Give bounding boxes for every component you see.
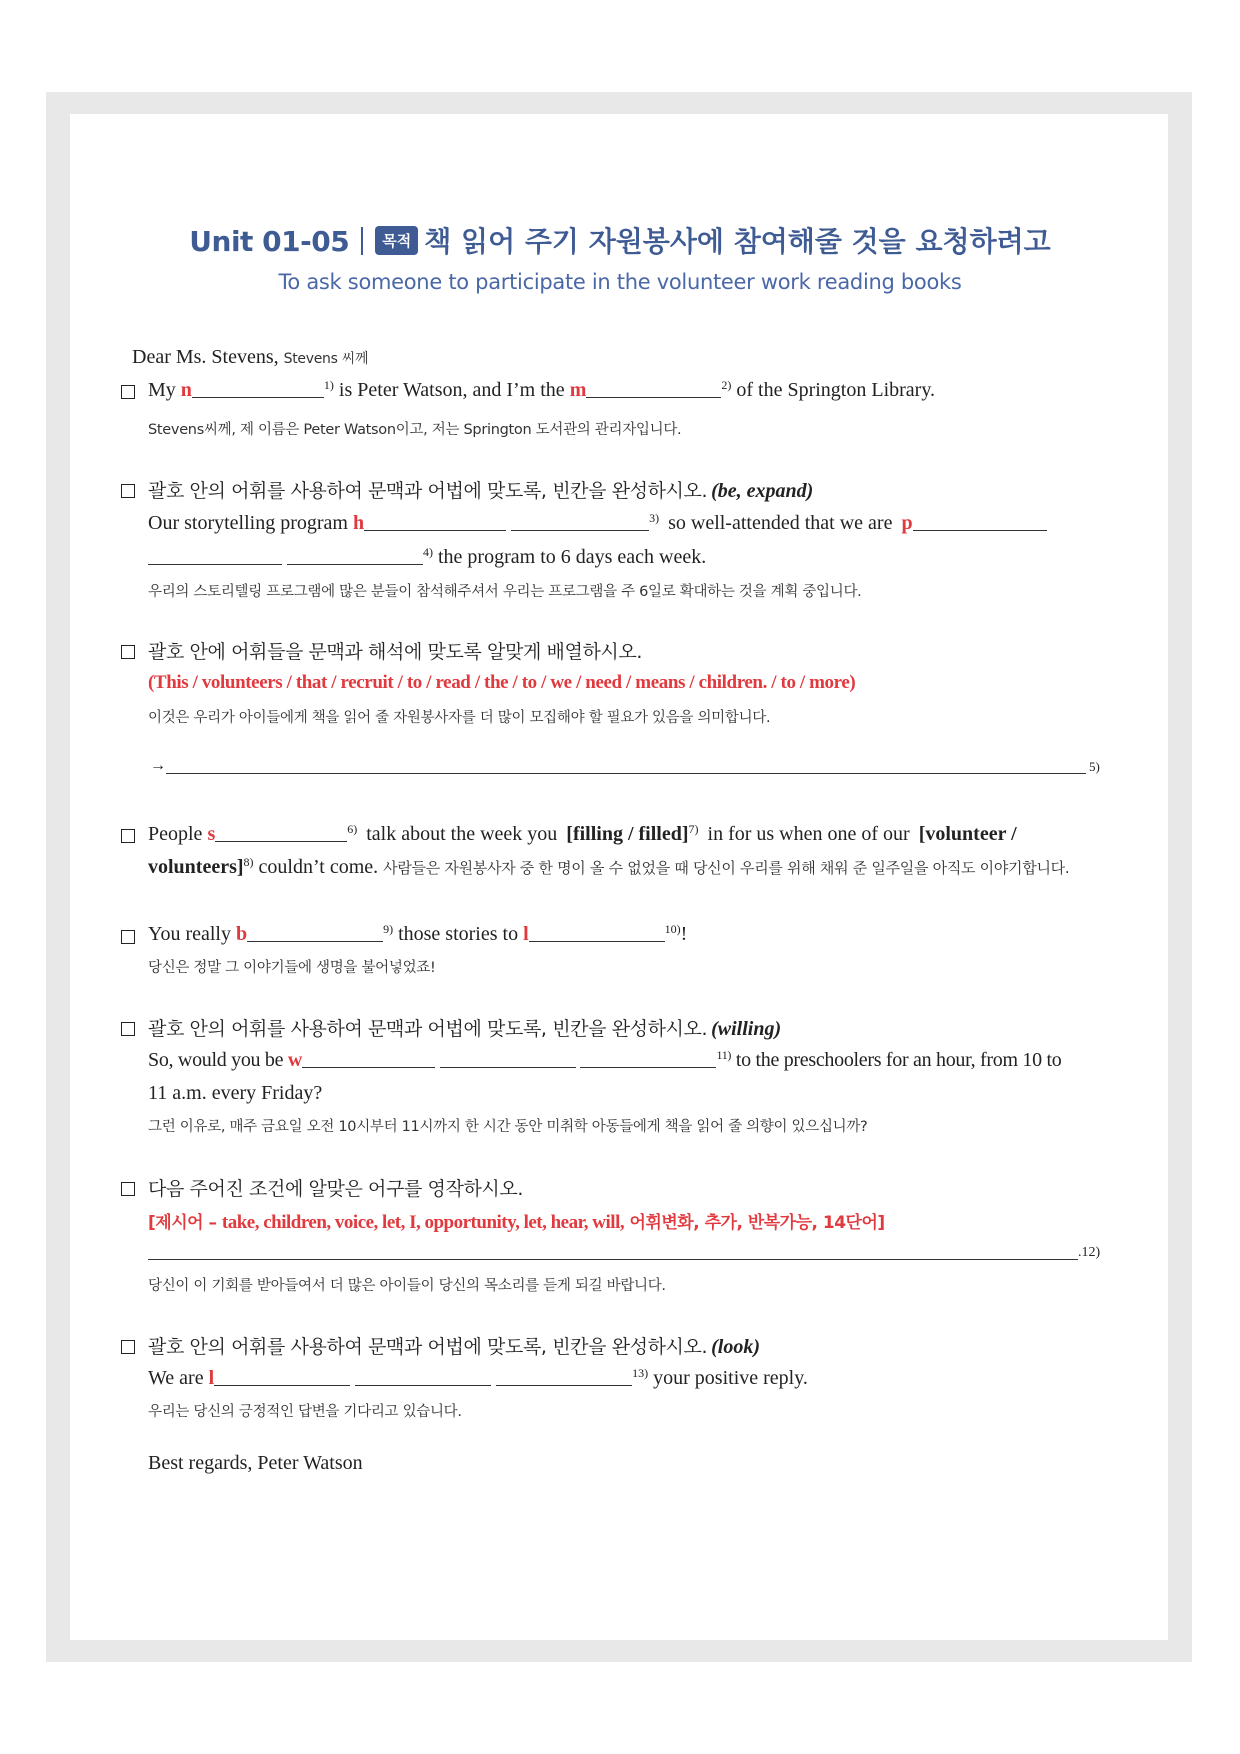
- blank-number-1: 1): [323, 378, 334, 392]
- q7-instruction: 다음 주어진 조건에 알맞은 어구를 영작하시오.: [148, 1178, 523, 1200]
- checkbox-q3[interactable]: [121, 645, 135, 659]
- greeting-korean: Stevens 씨께: [283, 351, 369, 367]
- blank-3a[interactable]: [364, 513, 506, 531]
- q2-line-1: [148, 511, 1047, 535]
- q8-text: your positive reply.: [653, 1367, 808, 1389]
- blank-number-11: 11): [716, 1048, 732, 1062]
- title-korean: 책 읽어 주기 자원봉사에 참여해줄 것을 요청하려고: [424, 225, 1051, 258]
- checkbox-q6[interactable]: [121, 1022, 135, 1036]
- word-hint: (willing): [711, 1018, 782, 1040]
- blank-1[interactable]: [192, 380, 324, 398]
- blank-13b[interactable]: [355, 1368, 491, 1386]
- choice-8[interactable]: [volunteer /: [918, 823, 1017, 845]
- closing: Best regards, Peter Watson: [148, 1452, 363, 1474]
- q8-translation: 우리는 당신의 긍정적인 답변을 기다리고 있습니다.: [148, 1404, 462, 1420]
- blank-2[interactable]: [586, 380, 721, 398]
- blank-9[interactable]: [247, 924, 383, 942]
- q6-line-2: 11 a.m. every Friday?: [148, 1082, 323, 1104]
- blank-3b[interactable]: [511, 513, 649, 531]
- q4-text: People: [148, 823, 203, 845]
- q4-text: couldn’t come.: [258, 856, 379, 878]
- instruction-text: 괄호 안의 어휘를 사용하여 문맥과 어법에 맞도록, 빈칸을 완성하시오.: [148, 1336, 708, 1358]
- unit-label: Unit 01-05: [189, 225, 350, 258]
- q2-hint-letter: p: [901, 512, 913, 534]
- blank-4b[interactable]: [148, 547, 282, 565]
- q2-line-2: [148, 545, 706, 569]
- blank-11b[interactable]: [440, 1050, 576, 1068]
- q1-text: of the Springton Library.: [736, 379, 936, 401]
- blank-number-7: 7): [688, 822, 699, 836]
- checkbox-q1[interactable]: [121, 385, 135, 399]
- q8-hint-letter: l: [208, 1367, 215, 1389]
- purpose-badge: 목적: [375, 226, 418, 255]
- q2-text: the program to 6 days each week.: [438, 546, 707, 568]
- q5-hint-letter: l: [523, 923, 529, 945]
- answer-line-5[interactable]: [166, 773, 1086, 774]
- q4-hint-letter: s: [207, 823, 216, 845]
- q1-translation: Stevens씨께, 제 이름은 Peter Watson이고, 저는 Springton 도서관의 관리자입니다.: [148, 422, 682, 438]
- q8-instruction: [148, 1332, 760, 1359]
- greeting-english: Dear Ms. Stevens,: [132, 346, 279, 368]
- choice-8[interactable]: volunteers]: [148, 856, 244, 878]
- page-subtitle: To ask someone to participate in the volunteer work reading books: [278, 270, 962, 294]
- q2-text: Our storytelling program: [148, 512, 348, 534]
- q5-text: You really: [148, 923, 231, 945]
- question-1: [148, 378, 935, 402]
- q4-text: in for us when one of our: [707, 823, 910, 845]
- checkbox-q5[interactable]: [121, 930, 135, 944]
- q4-translation: 사람들은 자원봉사자 중 한 명이 올 수 없었을 때 당신이 우리를 위해 채워 준 일주일을 아직도 이야기합니다.: [383, 859, 1070, 877]
- q6-text: So, would you be: [148, 1049, 284, 1071]
- q6-line-1: [148, 1048, 1061, 1072]
- checkbox-q2[interactable]: [121, 484, 135, 498]
- blank-13c[interactable]: [496, 1368, 632, 1386]
- blank-number-2: 2): [721, 378, 732, 392]
- word-hint: (look): [711, 1336, 760, 1358]
- q2-text: so well-attended that we are: [668, 512, 893, 534]
- condition-label: [제시어 –: [148, 1213, 222, 1233]
- q8-text: We are: [148, 1367, 204, 1389]
- blank-13a[interactable]: [214, 1368, 350, 1386]
- blank-number-4: 4): [423, 545, 433, 559]
- q3-instruction: 괄호 안에 어휘들을 문맥과 해석에 맞도록 알맞게 배열하시오.: [148, 641, 642, 663]
- q4-line-2: [148, 855, 1069, 879]
- instruction-text: 괄호 안의 어휘를 사용하여 문맥과 어법에 맞도록, 빈칸을 완성하시오.: [148, 480, 708, 502]
- answer-line-12[interactable]: [148, 1259, 1078, 1260]
- q6-hint-letter: w: [287, 1049, 303, 1071]
- checkbox-q8[interactable]: [121, 1340, 135, 1354]
- blank-4c[interactable]: [287, 547, 423, 565]
- word-hint: (be, expand): [711, 480, 814, 502]
- blank-number-3: 3): [649, 511, 660, 525]
- q4-line-1: [148, 822, 1017, 846]
- blank-4a[interactable]: [913, 513, 1047, 531]
- q5-translation: 당신은 정말 그 이야기들에 생명을 불어넣었죠!: [148, 960, 436, 976]
- q5-text: !: [680, 923, 688, 945]
- q3-translation: 이것은 우리가 아이들에게 책을 읽어 줄 자원봉사자를 더 많이 모집해야 할 필요가 있음을 의미합니다.: [148, 710, 771, 726]
- blank-number-6: 6): [347, 822, 358, 836]
- blank-10[interactable]: [529, 924, 665, 942]
- q1-hint-letter: m: [569, 379, 587, 401]
- blank-number-13: 13): [632, 1366, 649, 1380]
- q2-translation: 우리의 스토리텔링 프로그램에 많은 분들이 참석해주셔서 우리는 프로그램을 주 6일로 확대하는 것을 계획 중입니다.: [148, 584, 862, 600]
- greeting: [132, 346, 368, 369]
- q7-translation: 당신이 이 기회를 받아들여서 더 많은 아이들이 당신의 목소리를 듣게 되길 바랍니다.: [148, 1278, 666, 1294]
- blank-number-5: 5): [1089, 759, 1100, 774]
- q3-scramble-words: (This / volunteers / that / recruit / to / read / the / to / we / need / means / children. / to / more): [148, 672, 856, 693]
- q1-hint-letter: n: [180, 379, 192, 401]
- blank-number-9: 9): [383, 922, 394, 936]
- arrow-icon: →: [150, 757, 166, 774]
- q2-instruction: [148, 476, 813, 503]
- blank-11a[interactable]: [302, 1050, 435, 1068]
- condition-rules: 어휘변화, 추가, 반복가능, 14단어]: [624, 1213, 885, 1233]
- checkbox-q7[interactable]: [121, 1182, 135, 1196]
- q6-translation: 그런 이유로, 매주 금요일 오전 10시부터 11시까지 한 시간 동안 미취학 아동들에게 책을 읽어 줄 의향이 있으십니까?: [148, 1119, 868, 1135]
- question-8: [148, 1366, 808, 1390]
- title-divider: [361, 227, 363, 255]
- q1-text: My: [148, 379, 176, 401]
- instruction-text: 괄호 안의 어휘를 사용하여 문맥과 어법에 맞도록, 빈칸을 완성하시오.: [148, 1018, 708, 1040]
- q5-hint-letter: b: [235, 923, 248, 945]
- choice-7[interactable]: [filling / filled]: [566, 823, 689, 845]
- page-title: [0, 220, 1240, 260]
- blank-number-10: 10): [664, 922, 681, 936]
- condition-words: take, children, voice, let, I, opportunity, let, hear, will,: [221, 1212, 625, 1233]
- q7-conditions: [148, 1208, 885, 1234]
- q6-text: to the preschoolers for an hour, from 10 to: [735, 1049, 1062, 1071]
- blank-number-8: 8): [243, 855, 254, 869]
- blank-6[interactable]: [215, 824, 347, 842]
- q4-text: talk about the week you: [366, 823, 558, 845]
- blank-number-12: .12): [1078, 1245, 1101, 1260]
- blank-11c[interactable]: [580, 1050, 716, 1068]
- question-5: [148, 922, 687, 946]
- checkbox-q4[interactable]: [121, 829, 135, 843]
- q1-text: is Peter Watson, and I’m the: [338, 379, 565, 401]
- q5-text: those stories to: [398, 923, 519, 945]
- q2-hint-letter: h: [352, 512, 365, 534]
- q6-instruction: [148, 1014, 781, 1041]
